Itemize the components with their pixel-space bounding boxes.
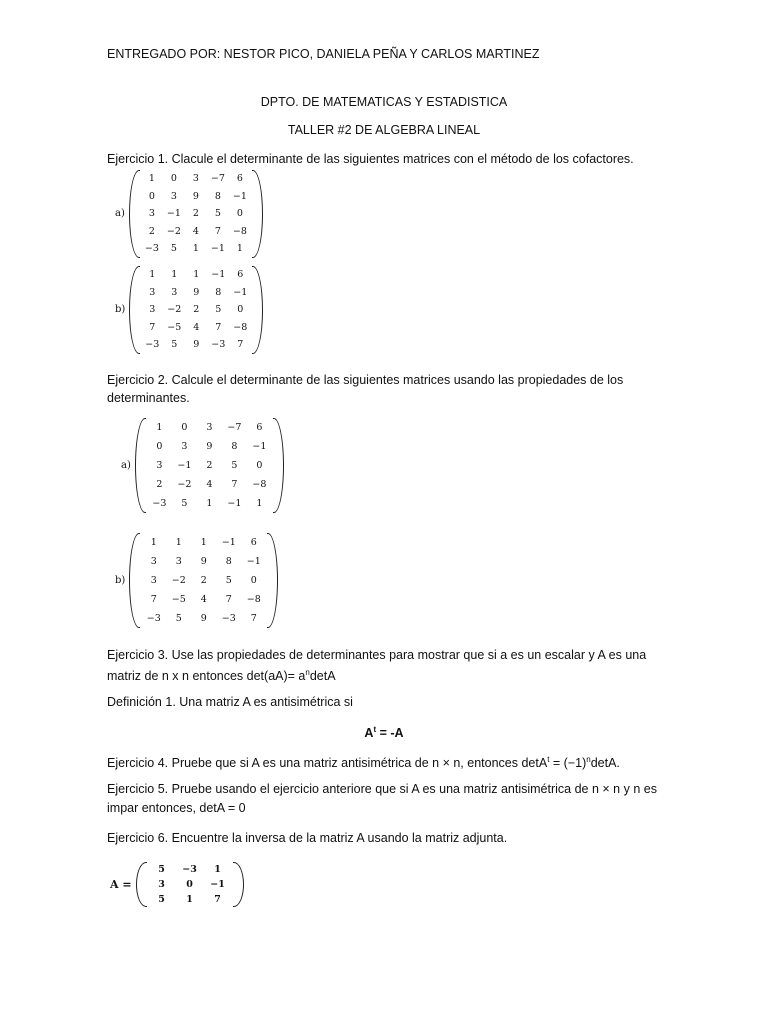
department-title: DPTO. DE MATEMATICAS Y ESTADISTICA (260, 95, 508, 109)
matrix-row (147, 494, 272, 513)
matrix-cell: 5 (225, 575, 232, 586)
matrix-cell: −3 (211, 339, 226, 351)
matrix-cell: 9 (200, 613, 207, 624)
matrix-label: b) (115, 575, 126, 586)
matrix-row (141, 266, 251, 284)
formula-sup: t (373, 725, 377, 734)
matrix-cell: 6 (250, 537, 257, 548)
matrix-label: b) (115, 304, 126, 316)
matrix-cell: 0 (181, 422, 188, 433)
matrix-grid (148, 862, 232, 907)
matrix-cell: −1 (166, 208, 181, 220)
matrix-cell: 1 (148, 173, 155, 185)
exercise-5-text-line1: Ejercicio 5. Pruebe usando el ejercicio anteriore que si A es una matriz antisimétrica de n × n y n es (107, 782, 657, 796)
matrix-cell: −1 (232, 190, 247, 202)
matrix-cell: 4 (200, 594, 207, 605)
exercise-4-text (107, 751, 620, 772)
matrix-row (141, 552, 266, 571)
matrix-row (141, 336, 251, 354)
matrix-row (141, 533, 266, 552)
matrix-row (141, 188, 251, 206)
matrix-cell: 5 (171, 339, 178, 351)
exercise-4-sup2: n (586, 755, 591, 764)
matrix-row (141, 205, 251, 223)
matrix-cell: 2 (192, 208, 199, 220)
matrix-cell: 1 (200, 537, 207, 548)
matrix-grid (147, 418, 272, 513)
matrix-cell: −7 (227, 422, 242, 433)
matrix-cell: 0 (148, 190, 155, 202)
matrix-cell: 3 (156, 460, 163, 471)
exercise-3-text-a: matriz de n x n entonces det(aA)= a (107, 669, 306, 684)
exercise-2-text-line1: Ejercicio 2. Calcule el determinante de las siguientes matrices usando las propiedades de los (107, 373, 624, 387)
matrix-cell: 0 (170, 173, 177, 185)
matrix-cell: 5 (158, 864, 165, 875)
matrix-cell: 1 (236, 243, 243, 255)
matrix-cell: 0 (256, 460, 263, 471)
matrix-cell: 5 (175, 613, 182, 624)
matrix-cell: 7 (150, 594, 157, 605)
definition-1-formula (0, 721, 768, 742)
matrix-cell: −1 (210, 879, 225, 890)
matrix-label: a) (121, 460, 131, 471)
matrix-row (148, 892, 232, 907)
exercise-6-matrix (110, 862, 244, 907)
matrix-cell: 1 (186, 894, 193, 905)
matrix-row (141, 170, 251, 188)
matrix-cell: −3 (145, 339, 160, 351)
exercise-5-text-line2: impar entonces, detA = 0 (107, 801, 246, 815)
matrix-cell: 2 (206, 460, 213, 471)
matrix-row (141, 319, 251, 337)
matrix-cell: 0 (156, 441, 163, 452)
matrix-cell: 3 (158, 879, 165, 890)
matrix-cell: −8 (252, 479, 267, 490)
exercise-1-matrix-a (115, 170, 263, 258)
matrix-cell: 5 (215, 304, 222, 316)
matrix-row (141, 609, 266, 628)
matrix-cell: 1 (171, 269, 178, 281)
matrix-cell: 7 (237, 339, 244, 351)
matrix-cell: 3 (171, 286, 178, 298)
matrix-cell: 7 (250, 613, 257, 624)
matrix-cell: 0 (186, 879, 193, 890)
matrix-grid (141, 266, 251, 354)
exercise-6-text: Ejercicio 6. Encuentre la inversa de la matriz A usando la matriz adjunta. (107, 831, 508, 845)
matrix-cell: 7 (214, 894, 221, 905)
matrix-cell: 2 (148, 225, 155, 237)
matrix-cell: −2 (166, 225, 181, 237)
matrix-cell: 3 (150, 575, 157, 586)
exercise-4-text-c: detA. (590, 756, 620, 771)
matrix-row (147, 437, 272, 456)
matrix-cell: 1 (156, 422, 163, 433)
matrix (129, 266, 263, 354)
matrix-grid (141, 170, 251, 258)
matrix-cell: 1 (175, 537, 182, 548)
matrix-cell: 0 (250, 575, 257, 586)
matrix-cell: −1 (233, 286, 248, 298)
matrix-cell: 9 (192, 190, 199, 202)
matrix-cell: 3 (206, 422, 213, 433)
matrix-cell: 9 (206, 441, 213, 452)
exercise-4-sup1: t (547, 755, 550, 764)
matrix-cell: 6 (236, 173, 243, 185)
matrix-grid (141, 533, 266, 628)
matrix-cell: −5 (167, 321, 182, 333)
matrix-cell: 3 (170, 190, 177, 202)
matrix-cell: 3 (150, 556, 157, 567)
matrix-cell: −1 (221, 537, 236, 548)
matrix-cell: 4 (192, 225, 199, 237)
matrix-cell: 2 (193, 304, 200, 316)
matrix-cell: 5 (158, 894, 165, 905)
matrix-cell: 7 (231, 479, 238, 490)
matrix-cell: 1 (149, 269, 156, 281)
matrix-cell: 7 (225, 594, 232, 605)
matrix-cell: 8 (215, 286, 222, 298)
matrix-row (148, 877, 232, 892)
matrix-cell: 1 (214, 864, 221, 875)
matrix-cell: 2 (156, 479, 163, 490)
exercise-3-text-line2 (107, 664, 336, 685)
matrix-row (141, 301, 251, 319)
matrix-row (147, 418, 272, 437)
matrix-cell: 5 (231, 460, 238, 471)
exercise-2-matrix-a (121, 418, 284, 513)
matrix-row (141, 223, 251, 241)
matrix-cell: −3 (221, 613, 236, 624)
matrix-cell: 6 (256, 422, 263, 433)
matrix-cell: 3 (148, 208, 155, 220)
matrix-cell: 8 (214, 190, 221, 202)
matrix (129, 533, 278, 628)
matrix-cell: −2 (167, 304, 182, 316)
exercise-3-sup: n (305, 668, 310, 677)
matrix-cell: −3 (146, 613, 161, 624)
delivered-by: ENTREGADO POR: NESTOR PICO, DANIELA PEÑA Y CARLOS MARTINEZ (107, 47, 540, 61)
matrix-cell: 4 (206, 479, 213, 490)
matrix-cell: 1 (192, 243, 199, 255)
exercise-1-matrix-b (115, 266, 263, 354)
matrix-cell: −1 (211, 269, 226, 281)
exercise-4-text-b: = (−1) (549, 756, 587, 771)
matrix-cell: 4 (193, 321, 200, 333)
workshop-title: TALLER #2 DE ALGEBRA LINEAL (287, 123, 481, 137)
matrix-row (148, 862, 232, 877)
formula-b: = -A (376, 726, 404, 741)
matrix-cell: 9 (193, 339, 200, 351)
matrix-cell: −7 (210, 173, 225, 185)
exercise-1-text: Ejercicio 1. Clacule el determinante de las siguientes matrices con el método de los cofactores. (107, 152, 634, 166)
definition-1-text: Definición 1. Una matriz A es antisimétrica si (107, 695, 353, 709)
matrix-cell: −1 (177, 460, 192, 471)
matrix-label: a) (115, 208, 125, 220)
matrix-cell: 9 (193, 286, 200, 298)
matrix-cell: 7 (149, 321, 156, 333)
matrix-row (141, 590, 266, 609)
exercise-4-text-a: Ejercicio 4. Pruebe que si A es una matriz antisimétrica de n × n, entonces detA (107, 756, 548, 771)
matrix-cell: 8 (231, 441, 238, 452)
matrix-cell: 3 (149, 304, 156, 316)
matrix-cell: −8 (246, 594, 261, 605)
matrix-cell: 6 (237, 269, 244, 281)
matrix-cell: 2 (200, 575, 207, 586)
matrix-row (147, 456, 272, 475)
matrix-cell: 0 (237, 304, 244, 316)
matrix-cell: 5 (214, 208, 221, 220)
matrix-row (141, 240, 251, 258)
matrix-cell: −2 (177, 479, 192, 490)
matrix-cell: 1 (193, 269, 200, 281)
matrix (136, 862, 244, 907)
matrix-cell: −8 (233, 321, 248, 333)
matrix-cell: −2 (171, 575, 186, 586)
matrix-cell: 7 (214, 225, 221, 237)
matrix-cell: 1 (150, 537, 157, 548)
matrix-cell: −3 (152, 498, 167, 509)
matrix-cell: −5 (171, 594, 186, 605)
matrix-cell: 3 (149, 286, 156, 298)
matrix-row (141, 284, 251, 302)
matrix-cell: 5 (170, 243, 177, 255)
matrix-cell: −1 (252, 441, 267, 452)
exercise-3-text-b: detA (309, 669, 336, 684)
matrix-row (141, 571, 266, 590)
matrix-cell: −1 (210, 243, 225, 255)
exercise-2-matrix-b (115, 533, 278, 628)
matrix-cell: −3 (182, 864, 197, 875)
matrix-cell: −3 (144, 243, 159, 255)
matrix-cell: 7 (215, 321, 222, 333)
matrix-cell: 9 (200, 556, 207, 567)
matrix-cell: −8 (232, 225, 247, 237)
formula-a: A (364, 726, 374, 741)
matrix-cell: 3 (181, 441, 188, 452)
matrix-cell: 0 (236, 208, 243, 220)
matrix-lhs: A = (110, 878, 132, 891)
matrix-cell: −1 (246, 556, 261, 567)
matrix-cell: 1 (206, 498, 213, 509)
matrix-cell: 1 (256, 498, 263, 509)
matrix-cell: 3 (192, 173, 199, 185)
exercise-3-text-line1: Ejercicio 3. Use las propiedades de determinantes para mostrar que si a es un escalar y A es una (107, 648, 647, 662)
matrix-cell: 5 (181, 498, 188, 509)
matrix-cell: 8 (225, 556, 232, 567)
matrix-cell: 3 (175, 556, 182, 567)
matrix (135, 418, 284, 513)
matrix-cell: −1 (227, 498, 242, 509)
matrix (129, 170, 263, 258)
matrix-row (147, 475, 272, 494)
exercise-2-text-line2: determinantes. (107, 391, 190, 405)
